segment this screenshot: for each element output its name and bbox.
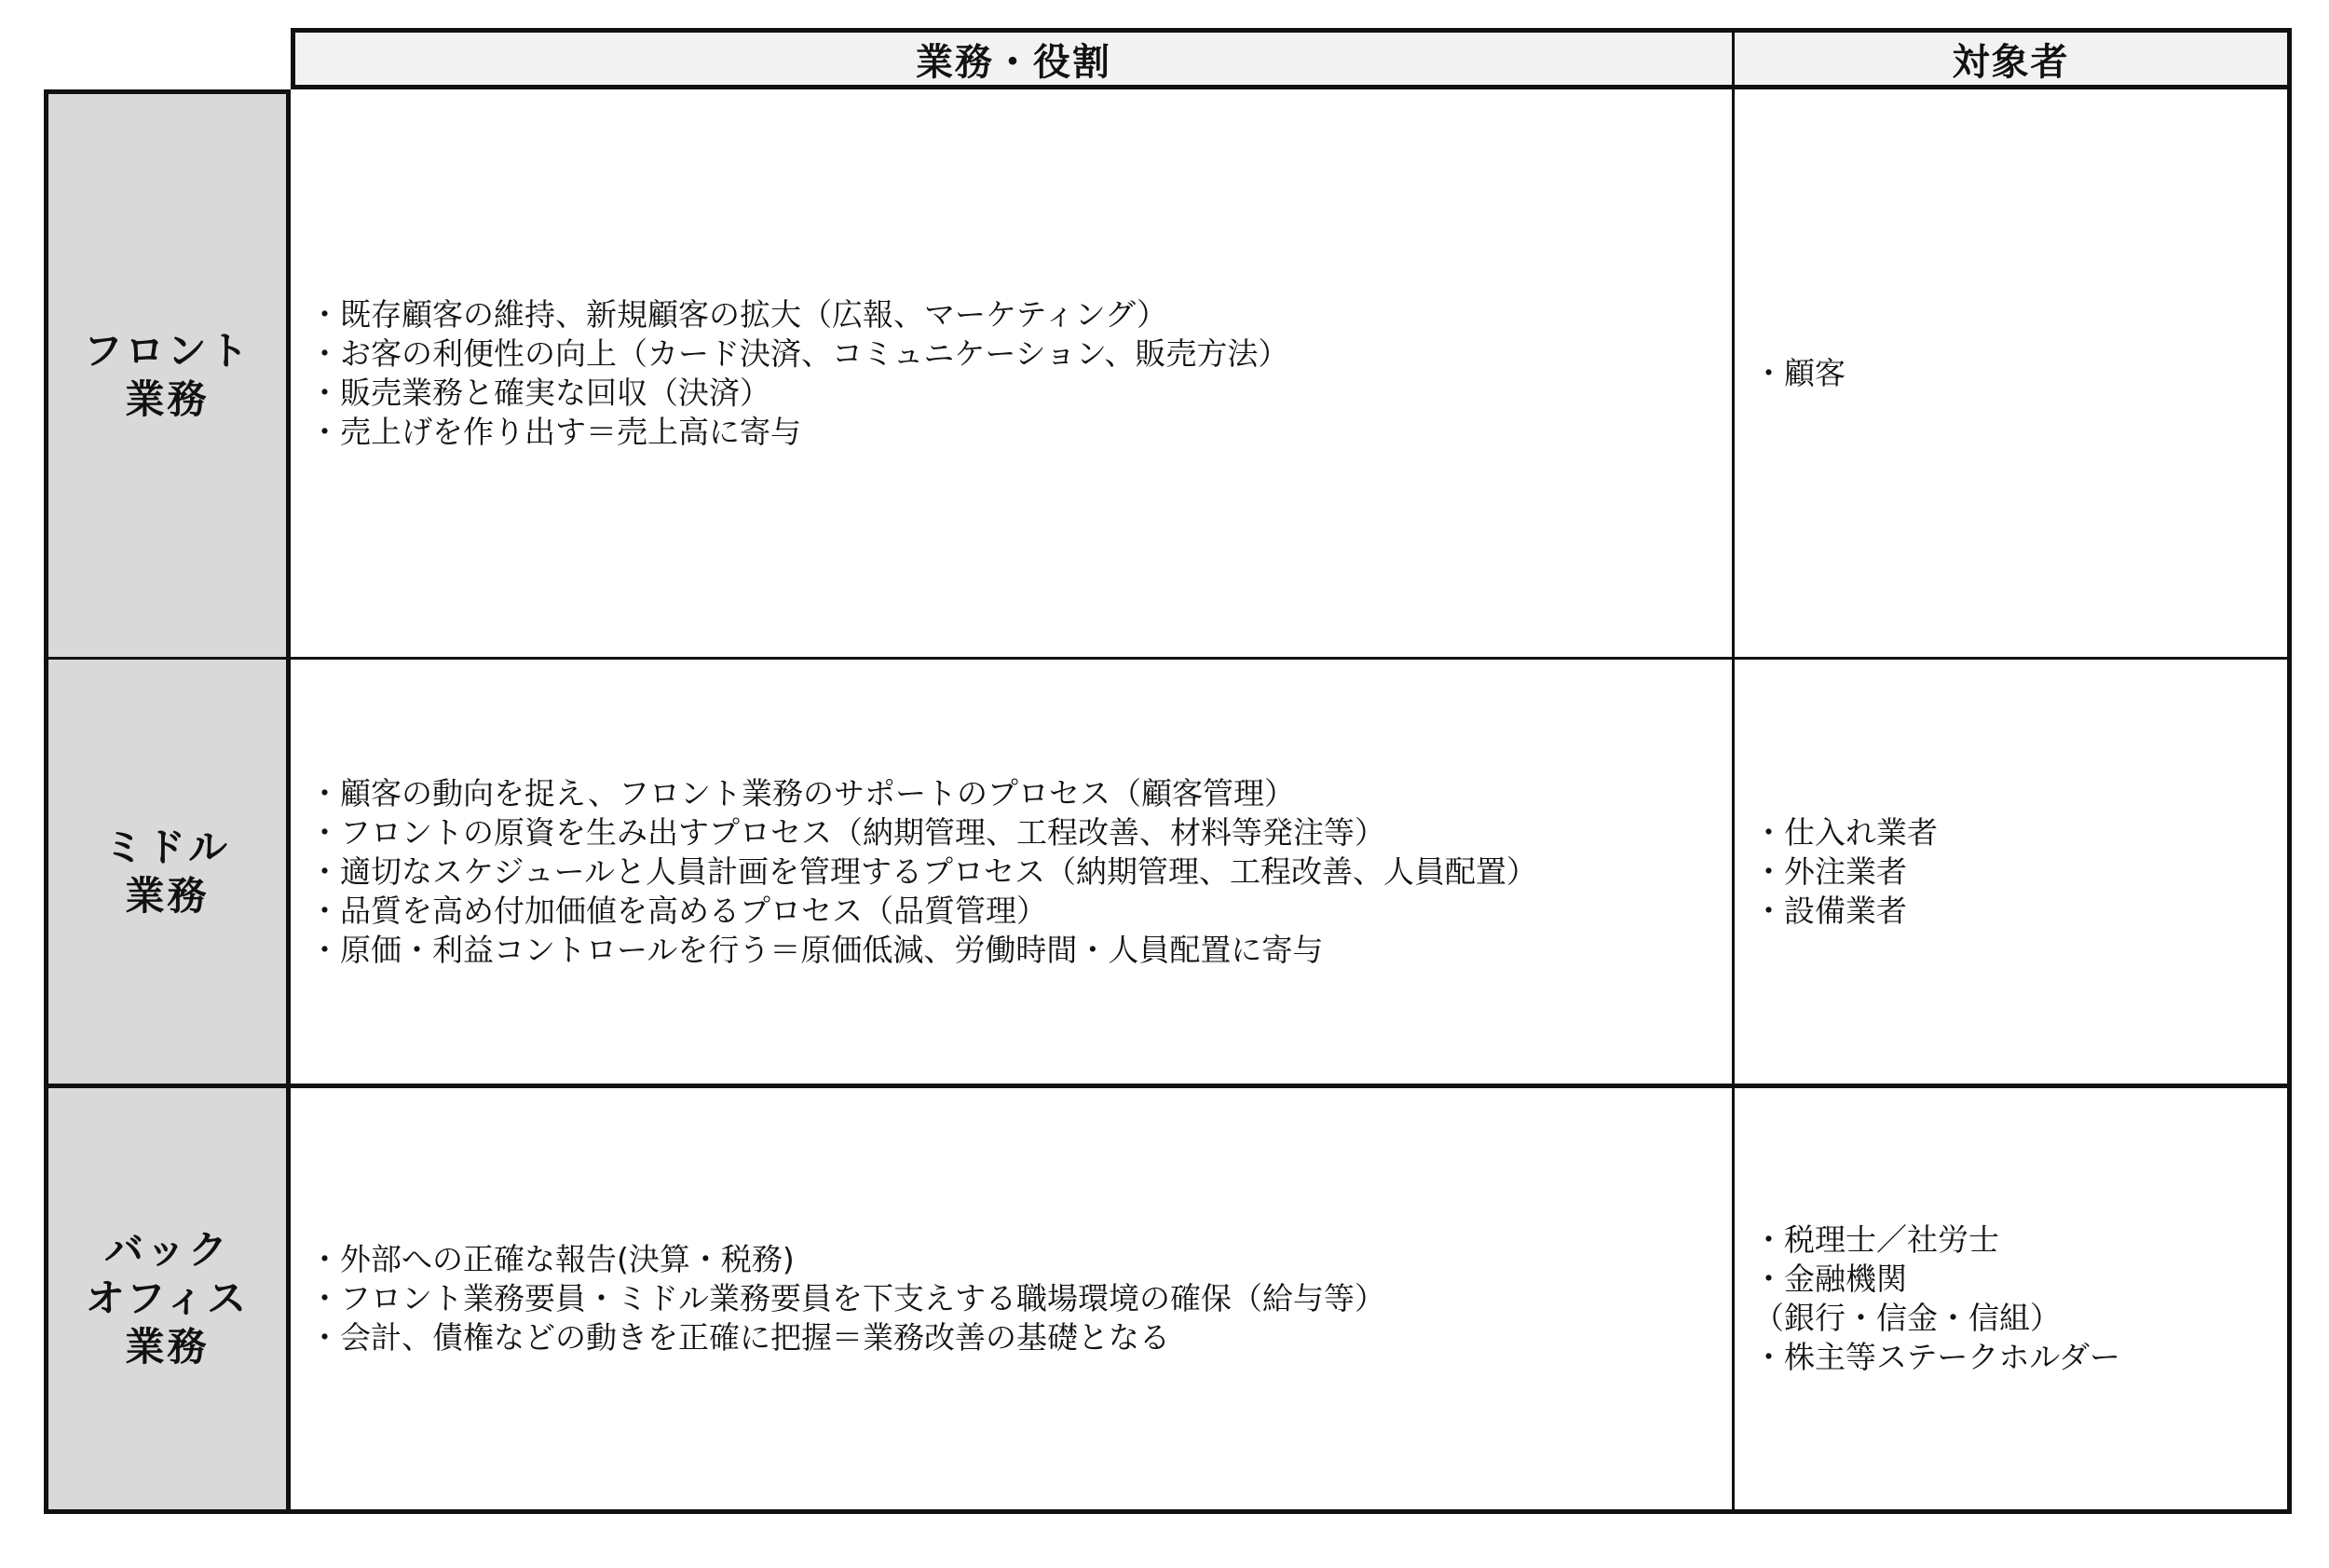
table-corner xyxy=(44,28,291,89)
role-item: ・売上げを作り出す＝売上高に寄与 xyxy=(309,413,801,450)
role-item: ・会計、債権などの動きを正確に把握＝業務改善の基礎となる xyxy=(309,1319,1170,1356)
target-item: ・設備業者 xyxy=(1753,892,1907,929)
role-item: ・お客の利便性の向上（カード決済、コミュニケーション、販売方法） xyxy=(309,334,1289,372)
category-label: ミドル xyxy=(103,824,230,870)
target-item: （銀行・信金・信組） xyxy=(1753,1300,2061,1336)
role-item: ・品質を高め付加価値を高めるプロセス（品質管理） xyxy=(309,892,1047,929)
role-item: ・外部への正確な報告(決算・税務) xyxy=(309,1241,795,1277)
target-item: ・外注業者 xyxy=(1753,852,1907,890)
target-item: ・顧客 xyxy=(1753,354,1845,391)
target-item: ・税理士／社労士 xyxy=(1753,1221,1999,1258)
targets-middle xyxy=(1735,660,2292,1088)
category-label: 業務 xyxy=(125,1324,210,1370)
targets-front xyxy=(1735,89,2292,660)
role-item: ・適切なスケジュールと人員計画を管理するプロセス（納期管理、工程改善、人員配置） xyxy=(309,852,1538,890)
category-label: 業務 xyxy=(125,376,210,422)
roles-back-office xyxy=(291,1088,1735,1514)
target-item: ・仕入れ業者 xyxy=(1753,813,1938,851)
header-target: 対象者 xyxy=(1735,28,2292,89)
target-item: ・株主等ステークホルダー xyxy=(1753,1339,2121,1375)
category-label: バック xyxy=(103,1227,230,1273)
category-back-office xyxy=(44,1088,291,1514)
role-item: ・フロント業務要員・ミドル業務要員を下支えする職場環境の確保（給与等） xyxy=(309,1280,1385,1316)
category-label: オフィス xyxy=(85,1275,250,1321)
role-item: ・既存顧客の維持、新規顧客の拡大（広報、マーケティング） xyxy=(309,295,1168,333)
category-label: 業務 xyxy=(125,872,210,919)
targets-back-office xyxy=(1735,1088,2292,1514)
roles-middle xyxy=(291,660,1735,1088)
category-middle xyxy=(44,660,291,1088)
category-label: フロント xyxy=(83,328,252,374)
role-item: ・フロントの原資を生み出すプロセス（納期管理、工程改善、材料等発注等） xyxy=(309,813,1385,851)
category-front xyxy=(44,89,291,660)
header-role: 業務・役割 xyxy=(291,28,1735,89)
role-item: ・顧客の動向を捉え、フロント業務のサポートのプロセス（顧客管理） xyxy=(309,774,1295,811)
role-item: ・販売業務と確実な回収（決済） xyxy=(309,374,770,411)
roles-front xyxy=(291,89,1735,660)
business-roles-table xyxy=(44,28,2292,1514)
role-item: ・原価・利益コントロールを行う＝原価低減、労働時間・人員配置に寄与 xyxy=(309,931,1324,968)
target-item: ・金融機関 xyxy=(1753,1261,1907,1297)
